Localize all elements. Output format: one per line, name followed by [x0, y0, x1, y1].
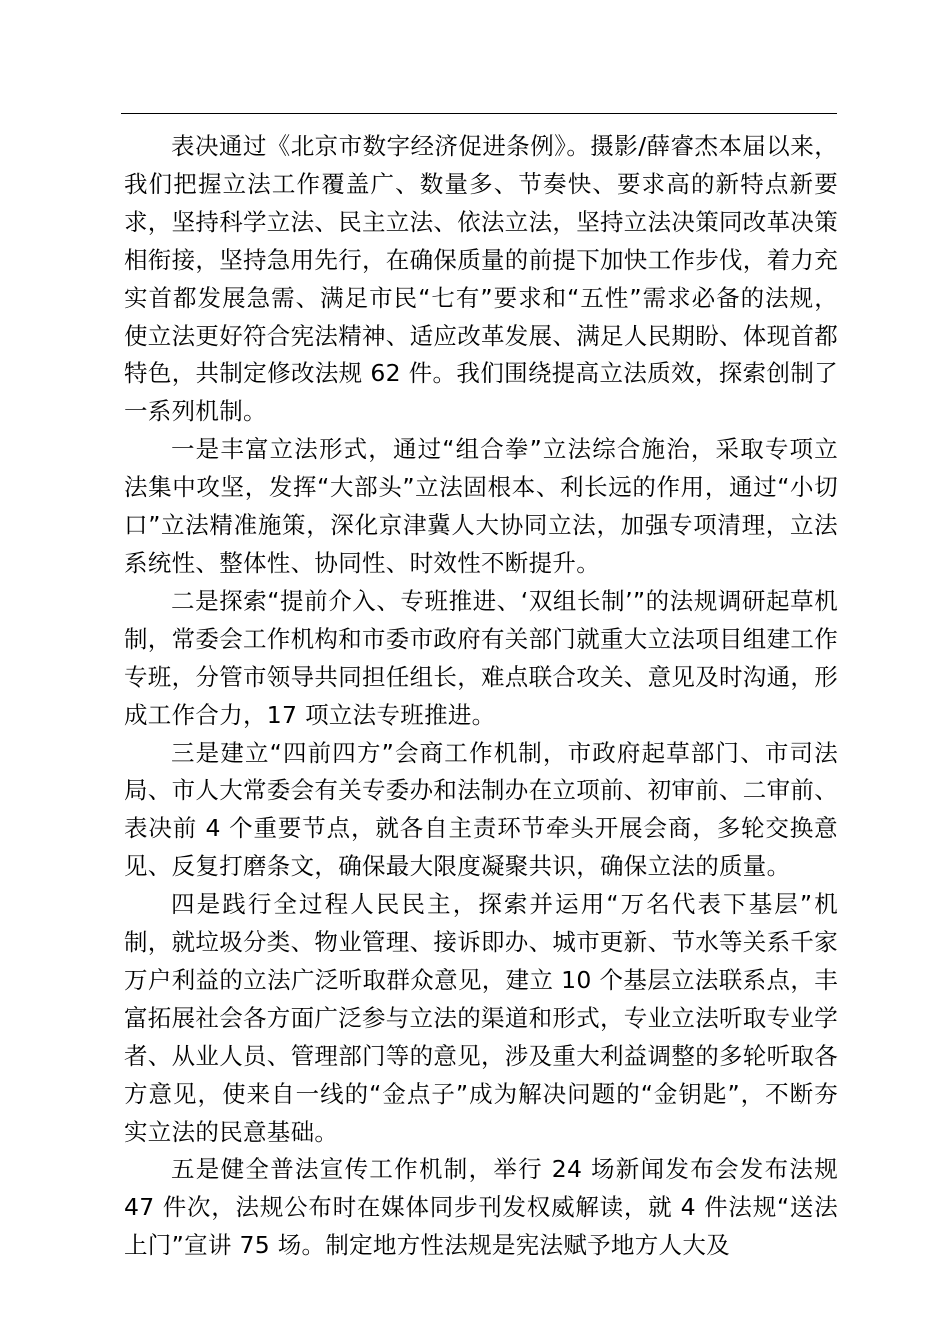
paragraph-point-five: 五是健全普法宣传工作机制，举行 24 场新闻发布会发布法规 47 件次，法规公布时在媒体同步刊发权威解读，就 4 件法规“送法上门”宣讲 75 场。制定地方性法规是宪法赋予地方人大及 — [124, 1155, 838, 1260]
paragraph-point-one: 一是丰富立法形式，通过“组合拳”立法综合施治，采取专项立法集中攻坚，发挥“大部头”立法固根本、利长远的作用，通过“小切口”立法精准施策，深化京津冀人大协同立法，加强专项清理，立法系统性、整体性、协同性、时效性不断提升。 — [124, 435, 838, 577]
paragraph-point-three: 三是建立“四前四方”会商工作机制，市政府起草部门、市司法局、市人大常委会有关专委办和法制办在立项前、初审前、二审前、表决前 4 个重要节点，就各自主责环节牵头开展会商，多轮交换意见、反复打磨条文，确保最大限度凝聚共识，确保立法的质量。 — [124, 738, 838, 881]
paragraph-point-four: 四是践行全过程人民民主，探索并运用“万名代表下基层”机制，就垃圾分类、物业管理、接诉即办、城市更新、节水等关系千家万户利益的立法广泛听取群众意见，建立 10 个基层立法联系点，丰富拓展社会各方面广泛参与立法的渠道和形式，专业立法听取专业学者、从业人员、管理部门等的意见，涉及重大利益调整的多轮听取各方意见，使来自一线的“金点子”成为解决问题的“金钥匙”，不断夯实立法的民意基础。 — [124, 890, 838, 1146]
paragraph-intro: 表决通过《北京市数字经济促进条例》。摄影/薛睿杰本届以来，我们把握立法工作覆盖广、数量多、节奏快、要求高的新特点新要求，坚持科学立法、民主立法、依法立法，坚持立法决策同改革决策相衔接，坚持急用先行，在确保质量的前提下加快工作步伐，着力充实首都发展急需、满足市民“七有”要求和“五性”需求必备的法规，使立法更好符合宪法精神、适应改革发展、满足人民期盼、体现首都特色，共制定修改法规 62 件。我们围绕提高立法质效，探索创制了一系列机制。 — [124, 132, 838, 426]
document-body — [124, 128, 838, 1265]
paragraph-point-two: 二是探索“提前介入、专班推进、‘双组长制’”的法规调研起草机制，常委会工作机构和市委市政府有关部门就重大立法项目组建工作专班，分管市领导共同担任组长，难点联合攻关、意见及时沟通，形成工作合力，17 项立法专班推进。 — [124, 586, 838, 729]
header-rule — [121, 113, 837, 114]
